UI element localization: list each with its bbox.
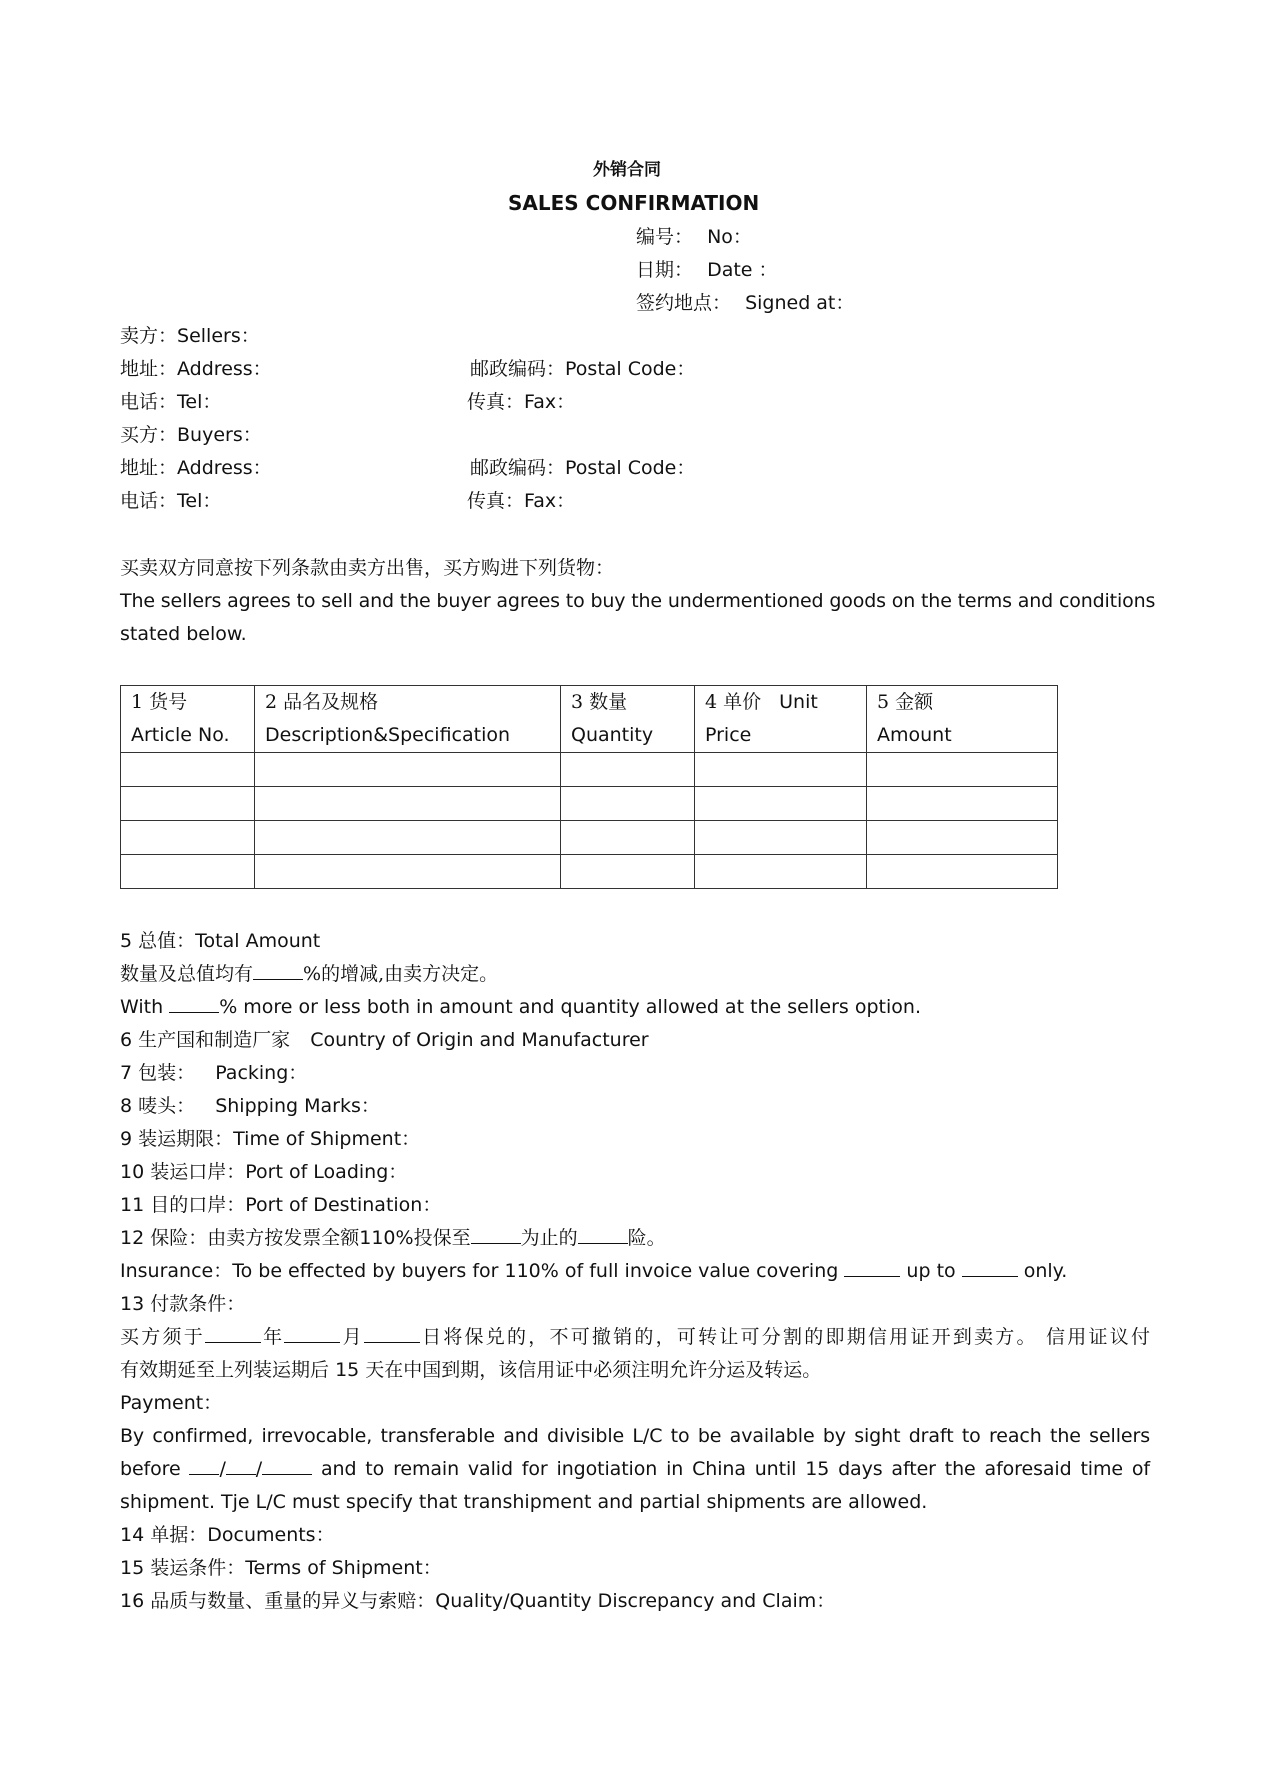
column-header-unit-price-cn: 4 单价 <box>705 691 762 713</box>
buyers-field <box>120 422 262 448</box>
clause-12-insurance-cn <box>120 1225 666 1251</box>
table-cell <box>255 787 561 821</box>
date-separator: / <box>219 1458 226 1480</box>
clause-6-label-cn: 生产国和制造厂家 <box>138 1029 291 1051</box>
clause-13-body-cn-line1 <box>120 1324 1150 1350</box>
clause-11-label-cn: 目的口岸： <box>150 1194 246 1216</box>
document-title-cn: 外销合同 <box>593 160 661 180</box>
table-cell <box>121 821 255 855</box>
clause-7-number: 7 <box>120 1062 133 1084</box>
clause-15-label-en: Terms of Shipment： <box>245 1557 442 1579</box>
clause-8-shipping-marks <box>120 1093 380 1119</box>
column-header-amount-cn: 5 金额 <box>877 691 934 713</box>
sellers-fax-label-cn: 传真： <box>467 391 525 413</box>
table-cell <box>695 821 867 855</box>
date-separator: / <box>255 1458 263 1480</box>
column-header-unit-price <box>695 686 867 753</box>
intro-text-cn: 买卖双方同意按下列条款由卖方出售，买方购进下列货物： <box>120 557 615 579</box>
table-cell <box>255 855 561 889</box>
sellers-address-field <box>120 356 272 382</box>
table-cell <box>867 753 1058 787</box>
clause-10-port-of-loading <box>120 1159 407 1185</box>
clause-12-en-a: Insurance：To be effected by buyers for 110% of full invoice value covering <box>120 1260 839 1282</box>
clause-11-label-en: Port of Destination： <box>245 1194 442 1216</box>
sellers-label-en: Sellers： <box>177 325 260 347</box>
buyers-fax-label-en: Fax： <box>524 490 576 512</box>
blank-field <box>169 994 219 1013</box>
signed-at-label-en: Signed at： <box>745 292 855 314</box>
clause-6-label-en: Country of Origin and Manufacturer <box>310 1029 649 1051</box>
clause-13-cn-a: 买方须于 <box>120 1326 205 1348</box>
clause-13-label-cn: 付款条件： <box>150 1293 246 1315</box>
contract-number-label-en: No： <box>707 226 752 248</box>
clause-14-number: 14 <box>120 1524 145 1546</box>
clause-13-cn-line2-num: 15 <box>335 1359 360 1381</box>
column-header-article-no-en: Article No. <box>131 724 230 746</box>
blank-field <box>471 1225 521 1244</box>
table-row <box>121 821 1058 855</box>
buyers-label-cn: 买方： <box>120 424 178 446</box>
intro-text-en-line1: The sellers agrees to sell and the buyer agrees to buy the undermentioned goods on the terms and conditions <box>120 590 1156 612</box>
clause-14-label-cn: 单据： <box>150 1524 208 1546</box>
column-header-description <box>255 686 561 753</box>
clause-5-more-cn-a: 数量及总值均有 <box>120 963 254 985</box>
clause-5-more-en-a: With <box>120 996 164 1018</box>
sellers-tel-field <box>120 389 221 415</box>
column-header-article-no <box>121 686 255 753</box>
clause-13-body-en-line3: shipment. Tje L/C must specify that transhipment and partial shipments are allowed. <box>120 1491 928 1513</box>
clause-12-cn-b: 投保至 <box>413 1227 471 1249</box>
table-row <box>121 855 1058 889</box>
table-cell <box>255 753 561 787</box>
column-header-quantity-en: Quantity <box>571 724 654 746</box>
clause-10-label-en: Port of Loading： <box>245 1161 408 1183</box>
clause-14-label-en: Documents： <box>207 1524 335 1546</box>
clause-16-number: 16 <box>120 1590 145 1612</box>
buyers-address-label-cn: 地址： <box>120 457 178 479</box>
signed-at-label-cn: 签约地点： <box>636 292 732 314</box>
blank-field <box>189 1456 219 1475</box>
intro-text-en-line2: stated below. <box>120 623 247 645</box>
table-cell <box>867 855 1058 889</box>
table-cell <box>561 787 695 821</box>
clause-5-more-or-less-cn <box>120 961 498 987</box>
column-header-description-cn: 2 品名及规格 <box>265 691 379 713</box>
clause-16-label-en: Quality/Quantity Discrepancy and Claim： <box>435 1590 836 1612</box>
blank-field <box>364 1324 420 1343</box>
table-cell <box>695 753 867 787</box>
blank-field <box>284 1324 340 1343</box>
sellers-address-label-cn: 地址： <box>120 358 178 380</box>
contract-date-label-cn: 日期： <box>636 259 694 281</box>
clause-12-en-c: only. <box>1023 1260 1068 1282</box>
buyers-address-label-en: Address： <box>177 457 272 479</box>
buyers-postal-label-cn: 邮政编码： <box>470 457 566 479</box>
clause-12-insurance-en <box>120 1258 1067 1284</box>
buyers-fax-label-cn: 传真： <box>467 490 525 512</box>
buyers-postal-field <box>470 455 695 481</box>
sellers-postal-label-cn: 邮政编码： <box>470 358 566 380</box>
column-header-description-en: Description&Specification <box>265 724 511 746</box>
clause-10-label-cn: 装运口岸： <box>150 1161 246 1183</box>
table-cell <box>121 753 255 787</box>
blank-field <box>262 1456 312 1475</box>
table-row <box>121 787 1058 821</box>
column-header-unit-price-en: Price <box>705 724 752 746</box>
clause-12-cn-pct: 110% <box>359 1227 414 1249</box>
table-cell <box>867 821 1058 855</box>
clause-9-label-cn: 装运期限： <box>138 1128 234 1150</box>
clause-15-number: 15 <box>120 1557 145 1579</box>
clause-8-label-en: Shipping Marks： <box>215 1095 380 1117</box>
clause-13-en-line2-b: and to remain valid for ingotiation in China until 15 days after the aforesaid time of <box>320 1458 1150 1480</box>
sellers-tel-label-cn: 电话： <box>120 391 178 413</box>
document-title-en: SALES CONFIRMATION <box>508 191 760 215</box>
table-cell <box>561 821 695 855</box>
clause-12-cn-a: 保险：由卖方按发票全额 <box>150 1227 360 1249</box>
clause-6-origin <box>120 1027 649 1053</box>
clause-13-body-cn-line2 <box>120 1357 821 1383</box>
column-header-amount-en: Amount <box>877 724 952 746</box>
clause-16-label-cn: 品质与数量、重量的异义与索赔： <box>150 1590 436 1612</box>
sellers-postal-field <box>470 356 695 382</box>
sellers-fax-field <box>467 389 575 415</box>
sellers-label-cn: 卖方： <box>120 325 178 347</box>
blank-field <box>253 961 303 980</box>
clause-13-payment-en-label: Payment： <box>120 1392 223 1414</box>
clause-16-discrepancy-and-claim <box>120 1588 835 1614</box>
table-cell <box>695 855 867 889</box>
clause-13-payment-terms <box>120 1291 245 1317</box>
blank-field <box>962 1258 1018 1277</box>
clause-8-number: 8 <box>120 1095 133 1117</box>
contract-date-label-en: Date ： <box>707 259 778 281</box>
table-cell <box>561 753 695 787</box>
column-header-quantity-cn: 3 数量 <box>571 691 628 713</box>
table-cell <box>695 787 867 821</box>
buyers-tel-label-cn: 电话： <box>120 490 178 512</box>
clause-9-number: 9 <box>120 1128 133 1150</box>
sellers-fax-label-en: Fax： <box>524 391 576 413</box>
clause-15-label-cn: 装运条件： <box>150 1557 246 1579</box>
clause-11-port-of-destination <box>120 1192 441 1218</box>
clause-12-number: 12 <box>120 1227 145 1249</box>
blank-field <box>844 1258 900 1277</box>
table-cell <box>561 855 695 889</box>
column-header-unit-price-extra: Unit <box>779 691 818 713</box>
goods-table <box>120 685 1058 889</box>
clause-13-body-en-line2 <box>120 1456 1150 1482</box>
clause-13-cn-line2-a: 有效期延至上列装运期后 <box>120 1359 330 1381</box>
clause-13-body-en-line1: By confirmed, irrevocable, transferable and divisible L/C to be available by sight draft to reach the sellers <box>120 1425 1150 1447</box>
buyers-address-field <box>120 455 272 481</box>
clause-15-terms-of-shipment <box>120 1555 442 1581</box>
clause-5-total-amount <box>120 928 320 954</box>
clause-13-en-line2-a: before <box>120 1458 181 1480</box>
blank-field <box>578 1225 628 1244</box>
clause-5-number: 5 <box>120 930 133 952</box>
clause-5-label-en: Total Amount <box>195 930 321 952</box>
clause-11-number: 11 <box>120 1194 145 1216</box>
clause-13-cn-year: 年 <box>260 1326 285 1348</box>
buyers-fax-field <box>467 488 575 514</box>
blank-field <box>226 1456 256 1475</box>
clause-5-more-en-b: % more or less both in amount and quantity allowed at the sellers option. <box>219 996 921 1018</box>
clause-8-label-cn: 唛头： <box>138 1095 196 1117</box>
clause-9-time-of-shipment <box>120 1126 420 1152</box>
clause-10-number: 10 <box>120 1161 145 1183</box>
clause-7-packing <box>120 1060 307 1086</box>
clause-13-number: 13 <box>120 1293 145 1315</box>
table-cell <box>121 855 255 889</box>
signed-at-field <box>636 290 854 316</box>
buyers-postal-label-en: Postal Code： <box>565 457 696 479</box>
clause-9-label-en: Time of Shipment： <box>233 1128 421 1150</box>
column-header-article-no-cn: 1 货号 <box>131 691 188 713</box>
sellers-field <box>120 323 260 349</box>
clause-6-number: 6 <box>120 1029 133 1051</box>
clause-14-documents <box>120 1522 335 1548</box>
sellers-postal-label-en: Postal Code： <box>565 358 696 380</box>
column-header-amount <box>867 686 1058 753</box>
clause-13-cn-line2-b: 天在中国到期，该信用证中必须注明允许分运及转运。 <box>365 1359 822 1381</box>
clause-13-cn-b: 日将保兑的，不可撤销的，可转让可分割的即期信用证开到卖方。 信用证议付 <box>419 1326 1150 1348</box>
clause-12-cn-d: 险。 <box>627 1227 666 1249</box>
buyers-tel-label-en: Tel： <box>177 490 222 512</box>
sellers-tel-label-en: Tel： <box>177 391 222 413</box>
clause-12-cn-c: 为止的 <box>520 1227 578 1249</box>
clause-13-cn-month: 月 <box>340 1326 364 1348</box>
clause-5-label-cn: 总值： <box>138 930 196 952</box>
contract-date-field <box>636 257 778 283</box>
clause-7-label-cn: 包装： <box>138 1062 196 1084</box>
clause-7-label-en: Packing： <box>215 1062 308 1084</box>
contract-number-field <box>636 224 752 250</box>
blank-field <box>205 1324 261 1343</box>
table-cell <box>255 821 561 855</box>
table-cell <box>867 787 1058 821</box>
buyers-tel-field <box>120 488 221 514</box>
goods-table-header-row <box>121 686 1058 753</box>
clause-12-en-b: up to <box>906 1260 956 1282</box>
buyers-label-en: Buyers： <box>177 424 262 446</box>
table-row <box>121 753 1058 787</box>
clause-5-more-or-less-en <box>120 994 921 1020</box>
contract-number-label-cn: 编号： <box>636 226 694 248</box>
clause-5-more-cn-b: %的增减,由卖方决定。 <box>303 963 499 985</box>
table-cell <box>121 787 255 821</box>
column-header-quantity <box>561 686 695 753</box>
sellers-address-label-en: Address： <box>177 358 272 380</box>
